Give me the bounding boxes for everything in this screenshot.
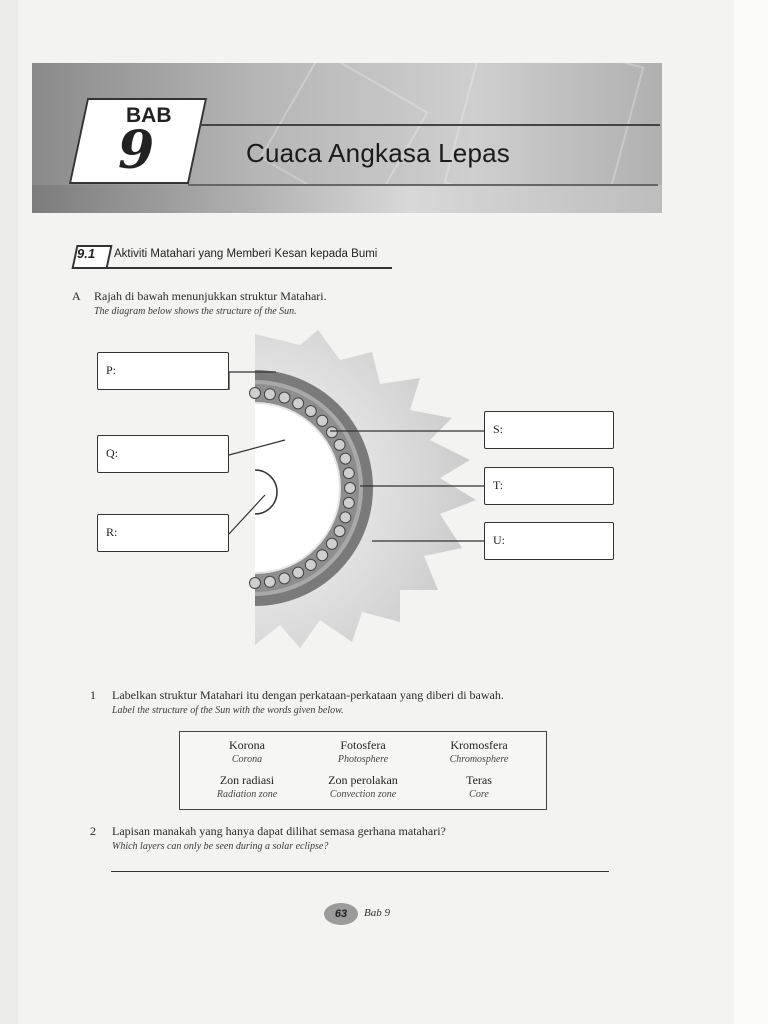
part-instruction-ms: Rajah di bawah menunjukkan struktur Matahari.: [94, 289, 327, 303]
answer-line[interactable]: [111, 871, 609, 872]
page-edge: [734, 0, 768, 1024]
label-p: P:: [106, 363, 117, 377]
chapter-reference: Bab 9: [364, 907, 390, 919]
part-instruction-en: The diagram below shows the structure of the Sun.: [94, 306, 297, 317]
word-fotosfera: Fotosfera Photosphere: [337, 738, 389, 765]
label-box-s[interactable]: [484, 411, 614, 449]
chapter-badge-label: BAB: [126, 104, 172, 127]
chapter-title: Cuaca Angkasa Lepas: [246, 138, 510, 168]
part-letter: A: [72, 289, 81, 303]
word-teras: Teras Core: [466, 773, 492, 800]
question-2-text-ms: Lapisan manakah yang hanya dapat dilihat semasa gerhana matahari?: [112, 824, 446, 838]
section-title: Aktiviti Matahari yang Memberi Kesan kepada Bumi: [114, 248, 378, 260]
label-box-q[interactable]: [97, 435, 229, 473]
word-kromosfera: Kromosfera Chromosphere: [449, 738, 509, 765]
question-2-number: 2: [90, 824, 96, 838]
page-number: 63: [324, 903, 358, 925]
question-1-number: 1: [90, 688, 96, 702]
label-box-t[interactable]: [484, 467, 614, 505]
label-t: T:: [493, 478, 504, 492]
label-box-r[interactable]: [97, 514, 229, 552]
label-u: U:: [493, 533, 505, 547]
question-1-text-ms: Labelkan struktur Matahari itu dengan perkataan-perkataan yang diberi di bawah.: [112, 688, 504, 702]
question-2-text-en: Which layers can only be seen during a solar eclipse?: [112, 841, 329, 852]
label-r: R:: [106, 525, 118, 539]
label-box-p[interactable]: [97, 352, 229, 390]
word-bank-table: [179, 731, 547, 810]
word-zon-radiasi: Zon radiasi Radiation zone: [216, 773, 278, 800]
section-underline: [72, 267, 392, 269]
section-number: 9.1: [77, 246, 96, 261]
word-zon-perolakan: Zon perolakan Convection zone: [328, 773, 398, 800]
label-q: Q:: [106, 446, 118, 460]
title-rule-bottom: [188, 184, 658, 186]
label-s: S:: [493, 422, 504, 436]
title-rule-top: [200, 124, 660, 126]
chapter-number: 9: [118, 120, 155, 181]
label-box-u[interactable]: [484, 522, 614, 560]
question-1-text-en: Label the structure of the Sun with the words given below.: [112, 705, 344, 716]
word-korona: Korona Corona: [229, 738, 265, 765]
